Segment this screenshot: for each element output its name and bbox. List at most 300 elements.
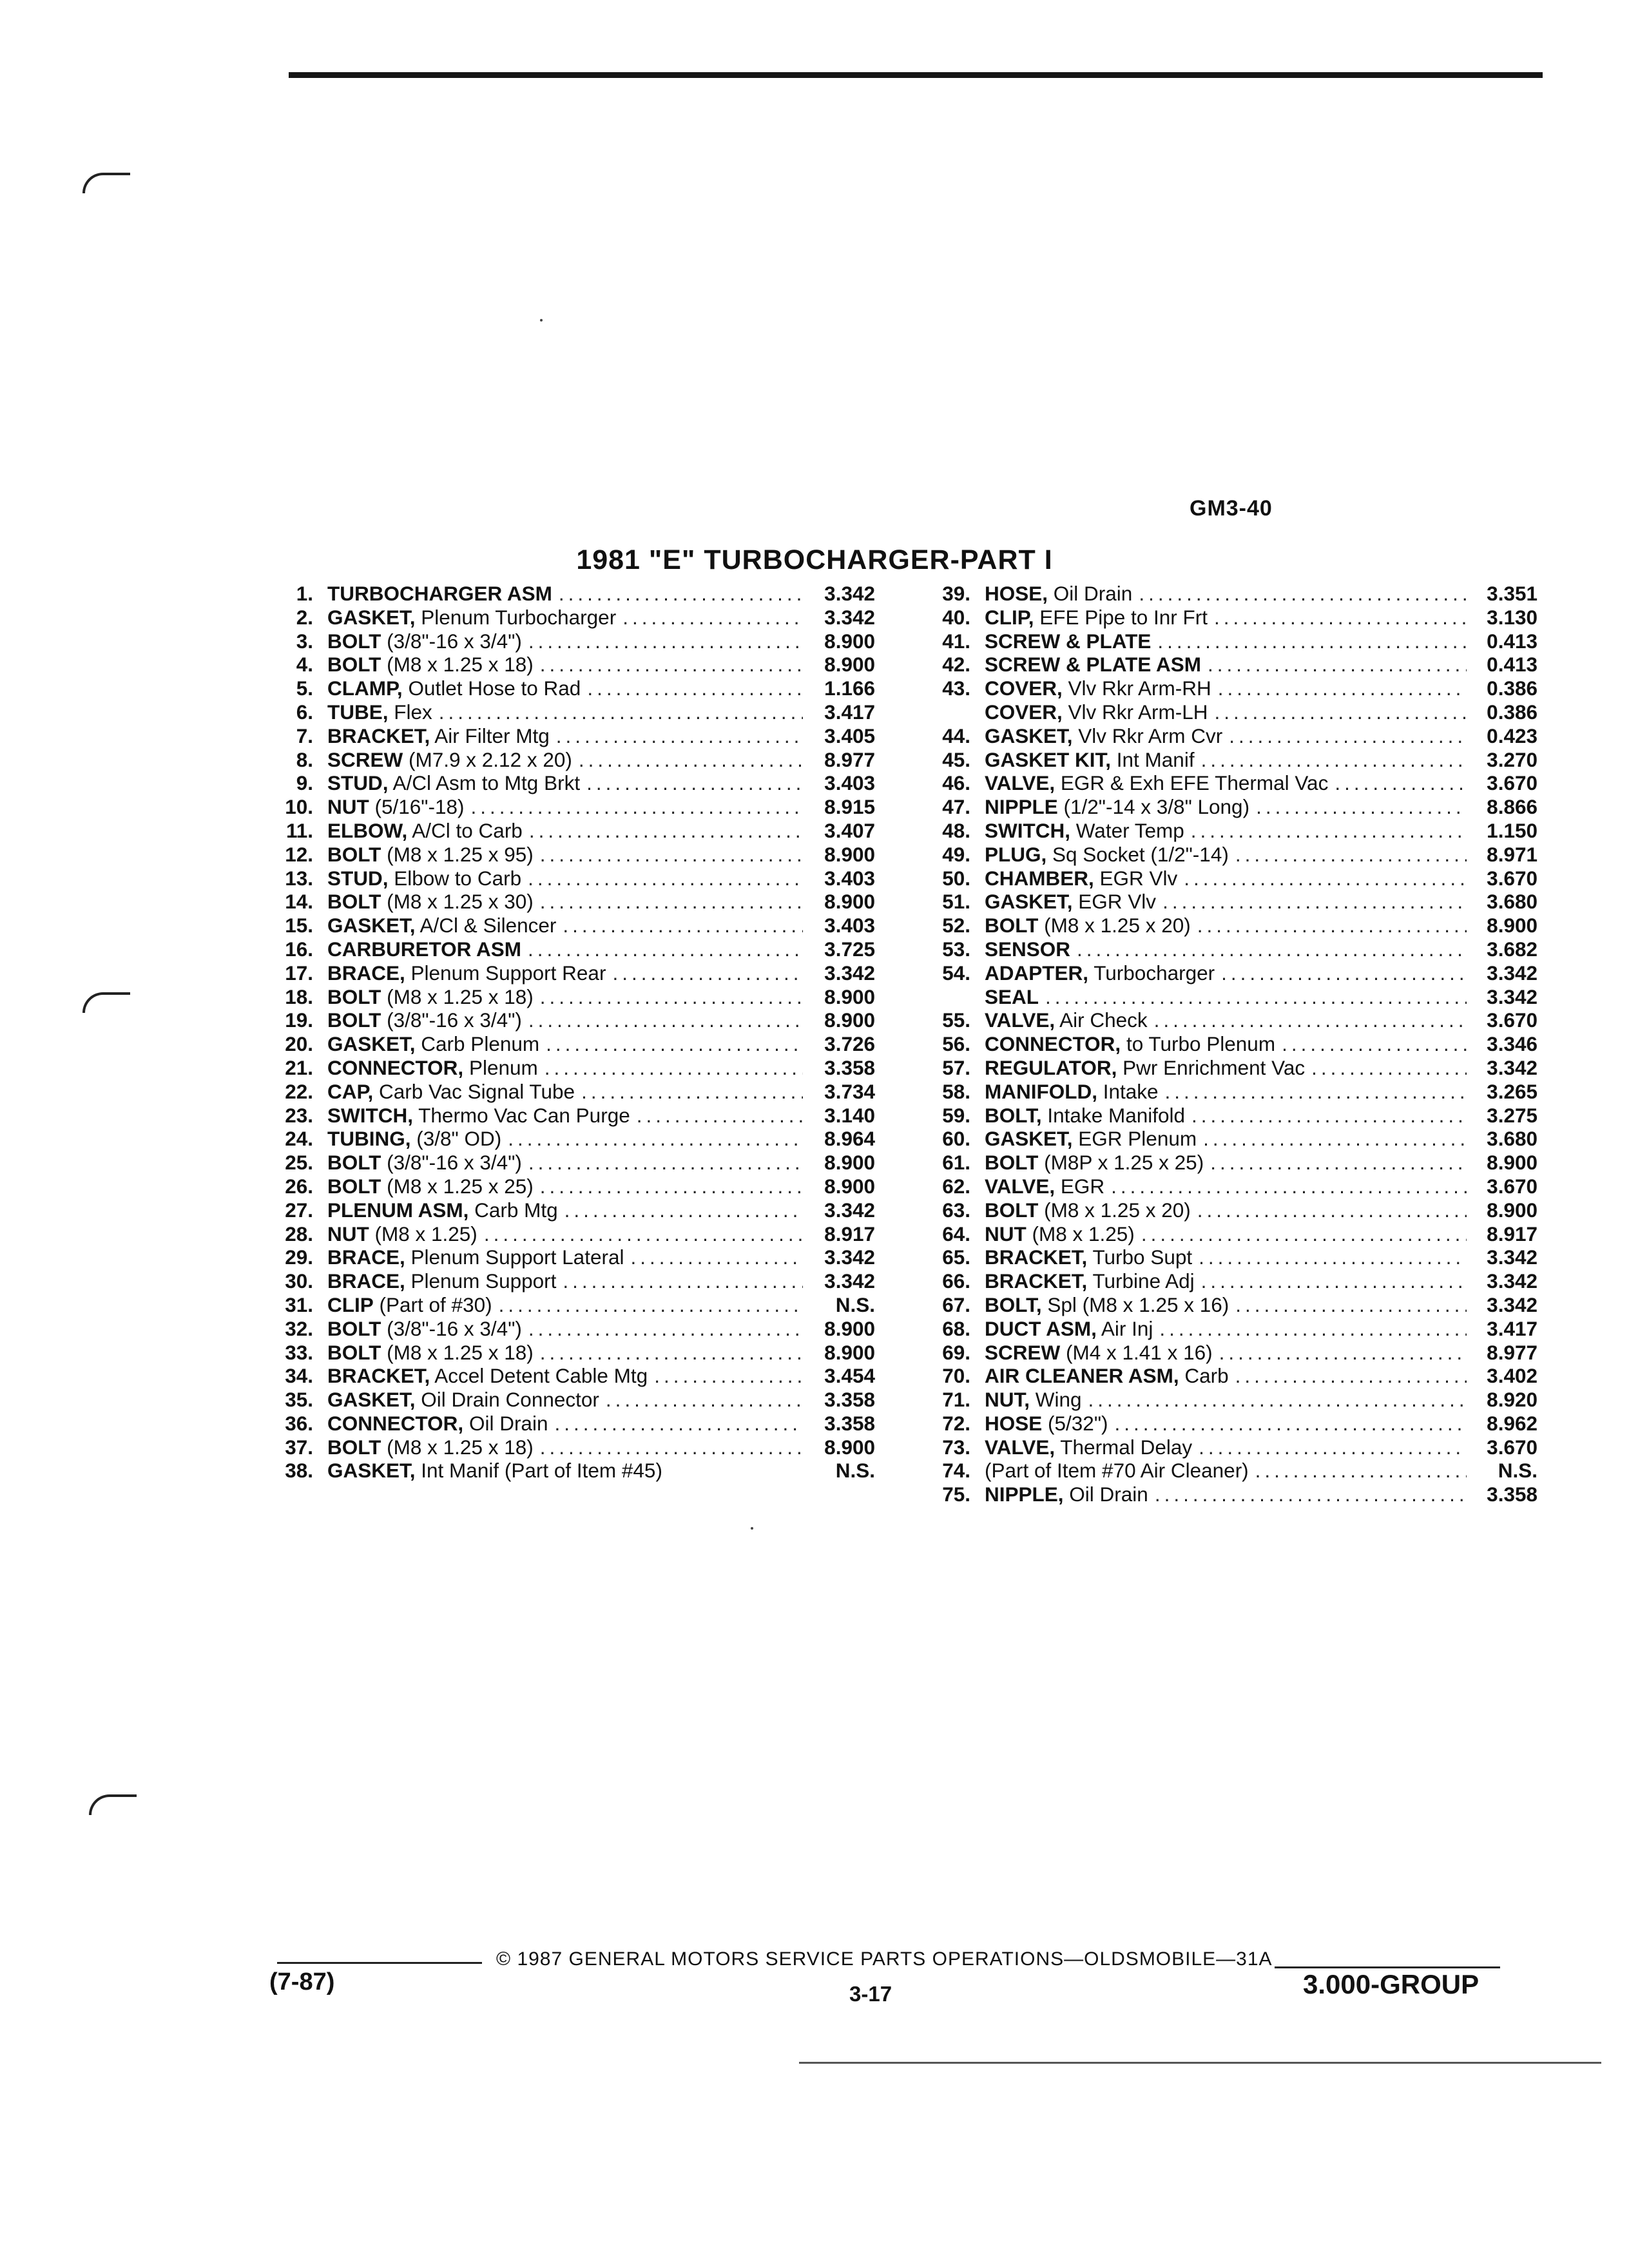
parts-list-row	[256, 795, 875, 819]
item-description	[327, 606, 803, 629]
part-detail: Plenum Support Lateral	[405, 1245, 624, 1269]
item-number: 1.	[296, 582, 313, 605]
group-number-value: 8.900	[824, 629, 875, 653]
group-number-value: 3.358	[824, 1411, 875, 1435]
item-description	[985, 677, 1467, 700]
dot-leader	[1195, 748, 1467, 772]
parts-list-row	[256, 1317, 875, 1341]
item-number: 40.	[942, 605, 970, 629]
part-detail: (M8 x 1.25)	[369, 1222, 477, 1245]
part-name: SCREW	[985, 1340, 1061, 1364]
dot-leader	[539, 1032, 803, 1056]
part-name: VALVE,	[985, 771, 1055, 795]
group-number-value: 8.900	[1487, 914, 1537, 937]
dot-leader	[1191, 1198, 1467, 1222]
part-name: CHAMBER,	[985, 866, 1094, 890]
parts-list-row	[256, 890, 875, 914]
item-description	[985, 1222, 1467, 1246]
page-number: 3-17	[849, 1982, 892, 2006]
part-detail: (3/8"-16 x 3/4")	[381, 1151, 522, 1175]
part-detail: Oil Drain Connector	[415, 1388, 599, 1412]
item-description	[327, 1104, 803, 1128]
parts-list-row	[256, 961, 875, 985]
item-number: 8.	[296, 747, 313, 771]
item-number: 59.	[942, 1103, 970, 1127]
part-name: REGULATOR,	[985, 1055, 1117, 1079]
page-title: 1981 "E" TURBOCHARGER-PART I	[576, 544, 1053, 575]
dot-leader	[606, 961, 803, 985]
dot-leader	[580, 771, 803, 795]
item-description	[985, 582, 1467, 606]
group-number-value: 8.900	[824, 1151, 875, 1175]
part-detail: EGR Plenum	[1072, 1127, 1197, 1151]
part-name: CARBURETOR ASM	[327, 937, 522, 961]
group-number-value: 8.900	[824, 653, 875, 677]
part-detail: EGR	[1055, 1174, 1105, 1198]
dot-leader	[465, 795, 804, 819]
item-number: 5.	[296, 677, 313, 700]
group-number-value: 3.403	[824, 914, 875, 937]
item-description	[327, 1080, 803, 1104]
item-description	[327, 748, 803, 772]
dot-leader	[523, 819, 803, 843]
part-name: BOLT	[985, 1198, 1039, 1222]
item-number: 49.	[942, 842, 970, 866]
page-code: GM3-40	[1190, 496, 1273, 521]
parts-list-row	[914, 1222, 1537, 1246]
item-number: 10.	[285, 795, 313, 819]
parts-list-row	[914, 1388, 1537, 1412]
group-number-value: 0.386	[1487, 677, 1537, 700]
item-number: 45.	[942, 747, 970, 771]
group-number-value: 3.417	[1487, 1316, 1537, 1340]
part-detail: Int Manif	[1111, 747, 1195, 771]
parts-list-row	[256, 1412, 875, 1436]
parts-list-row	[256, 1198, 875, 1222]
group-number-value: 8.917	[1487, 1222, 1537, 1245]
copyright-notice: © 1987 GENERAL MOTORS SERVICE PARTS OPERATIONS—OLDSMOBILE—31A	[496, 1948, 1273, 1970]
part-name: ADAPTER,	[985, 961, 1089, 985]
part-name: PLUG,	[985, 842, 1047, 866]
part-detail: Turbocharger	[1088, 961, 1215, 985]
item-description	[327, 582, 803, 606]
bottom-rule	[799, 2062, 1601, 2064]
part-name: HOSE	[985, 1411, 1043, 1435]
group-number-value: 8.977	[1487, 1340, 1537, 1364]
item-number: 18.	[285, 985, 313, 1008]
item-description	[327, 1412, 803, 1436]
part-name: BRACE,	[327, 1245, 405, 1269]
item-description	[327, 843, 803, 867]
part-detail: Elbow to Carb	[388, 866, 522, 890]
item-description	[985, 1388, 1467, 1412]
part-detail: Plenum Turbocharger	[415, 605, 617, 629]
item-description	[327, 985, 803, 1009]
dot-leader	[648, 1364, 803, 1388]
part-name: BOLT	[327, 1340, 381, 1364]
group-number-value: 8.900	[824, 890, 875, 914]
dot-leader	[1197, 1127, 1467, 1151]
item-number: 69.	[942, 1340, 970, 1364]
part-name: GASKET,	[985, 890, 1073, 914]
item-description	[327, 1198, 803, 1222]
group-number-value: 3.342	[1487, 1245, 1537, 1269]
group-number-value: 3.342	[1487, 1293, 1537, 1316]
part-name: STUD,	[327, 866, 389, 890]
dot-leader	[1211, 677, 1467, 700]
group-number-value: 3.726	[824, 1032, 875, 1056]
group-number-value: 3.342	[824, 1245, 875, 1269]
item-description	[985, 748, 1467, 772]
item-description	[985, 937, 1467, 961]
group-number-value: 8.900	[824, 1340, 875, 1364]
dot-leader	[1159, 1080, 1467, 1104]
parts-list-row	[256, 1127, 875, 1151]
punch-hole-mark-top	[82, 173, 130, 193]
dot-leader	[572, 748, 803, 772]
part-name: NIPPLE,	[985, 1483, 1064, 1506]
parts-list-row	[256, 1008, 875, 1032]
parts-list-row	[914, 1269, 1537, 1293]
part-name: NUT	[327, 1222, 369, 1245]
part-name: SCREW & PLATE ASM	[985, 653, 1201, 677]
part-name: SEAL	[985, 985, 1039, 1008]
part-name: BOLT	[327, 890, 381, 914]
item-description	[985, 1459, 1467, 1483]
parts-list-row	[914, 819, 1537, 843]
parts-list-row	[914, 914, 1537, 937]
part-name: NUT	[327, 795, 369, 819]
dot-leader	[1156, 890, 1467, 914]
item-number: 23.	[285, 1103, 313, 1127]
item-description	[327, 629, 803, 653]
item-description	[985, 653, 1467, 677]
dot-leader	[522, 1317, 803, 1341]
parts-list-row	[256, 1364, 875, 1388]
dot-leader	[1204, 1151, 1467, 1175]
item-number: 29.	[285, 1245, 313, 1269]
item-number: 62.	[942, 1174, 970, 1198]
item-number: 27.	[285, 1198, 313, 1222]
group-number-value: 3.682	[1487, 937, 1537, 961]
group-number-value: 8.866	[1487, 795, 1537, 819]
part-name: BOLT	[327, 629, 381, 653]
group-number-value: 3.265	[1487, 1079, 1537, 1103]
dot-leader	[1215, 961, 1467, 985]
part-detail: EGR Vlv	[1094, 866, 1178, 890]
dot-leader	[1151, 629, 1467, 653]
item-description	[327, 890, 803, 914]
parts-list-right	[914, 582, 1537, 1506]
item-number: 66.	[942, 1269, 970, 1293]
parts-list-row	[256, 748, 875, 772]
item-description	[985, 819, 1467, 843]
group-number-value: 0.413	[1487, 653, 1537, 677]
item-description	[985, 843, 1467, 867]
part-name: CONNECTOR,	[327, 1055, 464, 1079]
item-description	[327, 724, 803, 748]
group-number-value: 8.964	[824, 1127, 875, 1151]
part-name: SENSOR	[985, 937, 1071, 961]
part-detail: Flex	[388, 700, 432, 724]
part-name: BRACKET,	[327, 724, 430, 747]
part-name: VALVE,	[985, 1174, 1055, 1198]
part-detail: (1/2"-14 x 3/8" Long)	[1057, 795, 1250, 819]
part-name: PLENUM ASM,	[327, 1198, 469, 1222]
item-description	[327, 1056, 803, 1080]
item-description	[985, 700, 1467, 724]
item-number: 16.	[285, 937, 313, 961]
group-number-value: 3.403	[824, 866, 875, 890]
parts-list-row	[914, 1341, 1537, 1365]
group-number-value: 3.680	[1487, 1127, 1537, 1151]
part-name: BOLT	[327, 1008, 381, 1032]
part-detail: Oil Drain	[1048, 582, 1133, 605]
group-number-value: 8.971	[1487, 842, 1537, 866]
parts-list-row	[914, 1293, 1537, 1317]
part-name: CLIP,	[985, 605, 1034, 629]
group-number-value: 3.403	[824, 771, 875, 795]
parts-list-row	[914, 1436, 1537, 1459]
group-number-value: 3.680	[1487, 890, 1537, 914]
part-detail: (M8 x 1.25)	[1026, 1222, 1135, 1245]
part-detail: Oil Drain	[1063, 1483, 1148, 1506]
group-number-value: 3.358	[1487, 1483, 1537, 1506]
item-number: 48.	[942, 818, 970, 842]
item-description	[327, 937, 803, 961]
dot-leader	[432, 700, 803, 724]
item-number: 64.	[942, 1222, 970, 1245]
group-number-value: 0.423	[1487, 724, 1537, 747]
part-detail: Plenum	[463, 1055, 538, 1079]
group-number-value: 3.402	[1487, 1364, 1537, 1388]
item-number: 39.	[942, 582, 970, 605]
item-description	[327, 961, 803, 985]
item-number: 32.	[285, 1316, 313, 1340]
parts-list-row	[914, 985, 1537, 1009]
group-number-value: 3.342	[1487, 1269, 1537, 1293]
part-name: SWITCH,	[985, 818, 1070, 842]
group-number-value: 3.342	[824, 961, 875, 985]
part-name: COVER,	[985, 677, 1063, 700]
parts-list-row	[914, 795, 1537, 819]
item-number: 20.	[285, 1032, 313, 1056]
part-detail: (5/16"-18)	[369, 795, 465, 819]
dot-leader	[630, 1104, 803, 1128]
item-number: 43.	[942, 677, 970, 700]
item-description	[985, 1483, 1467, 1506]
part-name: BOLT	[327, 1435, 381, 1459]
item-description	[985, 1341, 1467, 1365]
item-description	[327, 1317, 803, 1341]
dot-leader	[521, 867, 803, 890]
dot-leader	[558, 1198, 803, 1222]
dot-leader	[1153, 1317, 1467, 1341]
group-number-value: 3.342	[824, 605, 875, 629]
part-name: HOSE,	[985, 582, 1048, 605]
item-description	[985, 1293, 1467, 1317]
item-description	[327, 700, 803, 724]
item-description	[985, 1198, 1467, 1222]
group-number-value: 8.900	[1487, 1151, 1537, 1175]
part-detail: Vlv Rkr Arm-RH	[1062, 677, 1211, 700]
item-number: 25.	[285, 1151, 313, 1175]
part-name: SCREW	[327, 747, 403, 771]
item-number: 47.	[942, 795, 970, 819]
dot-leader	[599, 1388, 803, 1412]
part-detail: Plenum Support Rear	[405, 961, 606, 985]
parts-list-row	[914, 1032, 1537, 1056]
dot-leader	[1132, 582, 1467, 606]
group-number-value: 3.351	[1487, 582, 1537, 605]
part-name: BOLT,	[985, 1293, 1042, 1316]
parts-list-row	[914, 1127, 1537, 1151]
item-number: 55.	[942, 1008, 970, 1032]
item-number: 44.	[942, 724, 970, 747]
group-number-value: 3.346	[1487, 1032, 1537, 1056]
item-number: 57.	[942, 1055, 970, 1079]
dot-leader	[534, 1341, 803, 1365]
part-name: NUT,	[985, 1388, 1030, 1412]
dot-leader	[534, 890, 803, 914]
part-detail: Turbine Adj	[1087, 1269, 1195, 1293]
dot-leader	[550, 724, 803, 748]
part-name: CLIP	[327, 1293, 374, 1316]
revision-date: (7-87)	[269, 1968, 335, 1995]
part-name: GASKET KIT,	[985, 747, 1112, 771]
dot-leader	[548, 1412, 803, 1436]
dot-leader	[556, 1269, 803, 1293]
parts-list-row	[914, 843, 1537, 867]
item-number: 19.	[285, 1008, 313, 1032]
item-description	[985, 1104, 1467, 1128]
item-number: 13.	[285, 866, 313, 890]
item-number: 60.	[942, 1127, 970, 1151]
item-description	[985, 1412, 1467, 1436]
dot-leader	[1249, 1459, 1467, 1483]
item-number: 71.	[942, 1388, 970, 1412]
parts-list-row	[914, 961, 1537, 985]
group-number-value: 8.900	[824, 1008, 875, 1032]
item-description	[327, 1032, 803, 1056]
parts-list-row	[914, 582, 1537, 606]
parts-list-row	[256, 582, 875, 606]
item-number: 72.	[942, 1411, 970, 1435]
part-detail: Water Temp	[1070, 818, 1184, 842]
item-number: 53.	[942, 937, 970, 961]
dot-leader	[581, 677, 803, 700]
parts-list-row	[914, 653, 1537, 677]
parts-list-row	[256, 1032, 875, 1056]
part-detail: Intake	[1097, 1079, 1159, 1103]
dot-leader	[1185, 1104, 1467, 1128]
part-name: NIPPLE	[985, 795, 1058, 819]
group-number-value: 3.275	[1487, 1103, 1537, 1127]
item-description	[327, 1008, 803, 1032]
dot-leader	[1148, 1483, 1467, 1506]
part-name: GASKET,	[327, 1032, 416, 1056]
dot-leader	[1249, 795, 1467, 819]
dot-leader	[1229, 1293, 1467, 1317]
part-name: BOLT	[327, 1316, 381, 1340]
part-name: CONNECTOR,	[327, 1411, 464, 1435]
parts-list-row	[256, 1104, 875, 1128]
group-number-value: 8.900	[824, 985, 875, 1008]
item-number: 28.	[285, 1222, 313, 1245]
item-number: 36.	[285, 1411, 313, 1435]
item-number: 4.	[296, 653, 313, 677]
part-detail: Accel Detent Cable Mtg	[430, 1364, 648, 1388]
group-number-value: 8.977	[824, 747, 875, 771]
item-description	[327, 819, 803, 843]
part-detail: (3/8"-16 x 3/4")	[381, 629, 522, 653]
part-name: SCREW & PLATE	[985, 629, 1152, 653]
group-number-value: 3.670	[1487, 866, 1537, 890]
dot-leader	[1082, 1388, 1467, 1412]
part-detail: (3/8"-16 x 3/4")	[381, 1008, 522, 1032]
part-detail: Carb Plenum	[415, 1032, 540, 1056]
part-detail: (M4 x 1.41 x 16)	[1060, 1340, 1213, 1364]
item-description	[985, 1436, 1467, 1459]
group-number-value: 1.166	[824, 677, 875, 700]
part-name: BRACKET,	[985, 1245, 1088, 1269]
parts-list-row	[914, 1459, 1537, 1483]
parts-list-row	[256, 1245, 875, 1269]
parts-list-row	[914, 1151, 1537, 1175]
dot-leader	[1192, 1245, 1467, 1269]
dot-leader	[1039, 985, 1467, 1009]
item-description	[985, 1056, 1467, 1080]
part-name: BRACE,	[327, 961, 405, 985]
part-detail: (M7.9 x 2.12 x 20)	[403, 747, 572, 771]
parts-list-row	[914, 1364, 1537, 1388]
part-name: GASKET,	[985, 724, 1073, 747]
group-number-value: 3.405	[824, 724, 875, 747]
parts-list-row	[256, 867, 875, 890]
part-name: BOLT	[327, 1174, 381, 1198]
item-number: 7.	[296, 724, 313, 747]
parts-list-row	[914, 1008, 1537, 1032]
item-number: 50.	[942, 866, 970, 890]
part-detail: Plenum Support	[405, 1269, 557, 1293]
item-number: 52.	[942, 914, 970, 937]
parts-list-row	[914, 937, 1537, 961]
dot-leader	[534, 985, 803, 1009]
item-number: 12.	[285, 842, 313, 866]
parts-list-row	[256, 819, 875, 843]
item-number: 15.	[285, 914, 313, 937]
parts-list-row	[914, 724, 1537, 748]
item-number: 24.	[285, 1127, 313, 1151]
part-detail: A/Cl & Silencer	[415, 914, 557, 937]
parts-list-row	[256, 1293, 875, 1317]
group-number-value: 3.417	[824, 700, 875, 724]
parts-list-row	[256, 724, 875, 748]
item-description	[985, 629, 1467, 653]
footer-rule-left	[277, 1962, 482, 1964]
part-name: BRACE,	[327, 1269, 405, 1293]
part-name: SWITCH,	[327, 1103, 413, 1127]
part-name: CAP,	[327, 1079, 374, 1103]
item-number: 35.	[285, 1388, 313, 1412]
part-detail: Air Check	[1055, 1008, 1148, 1032]
group-number-value: 3.358	[824, 1388, 875, 1412]
part-name: BRACKET,	[985, 1269, 1088, 1293]
part-name: BOLT	[327, 985, 381, 1008]
group-number-value: 8.920	[1487, 1388, 1537, 1412]
dot-leader	[501, 1127, 803, 1151]
item-number: 54.	[942, 961, 970, 985]
